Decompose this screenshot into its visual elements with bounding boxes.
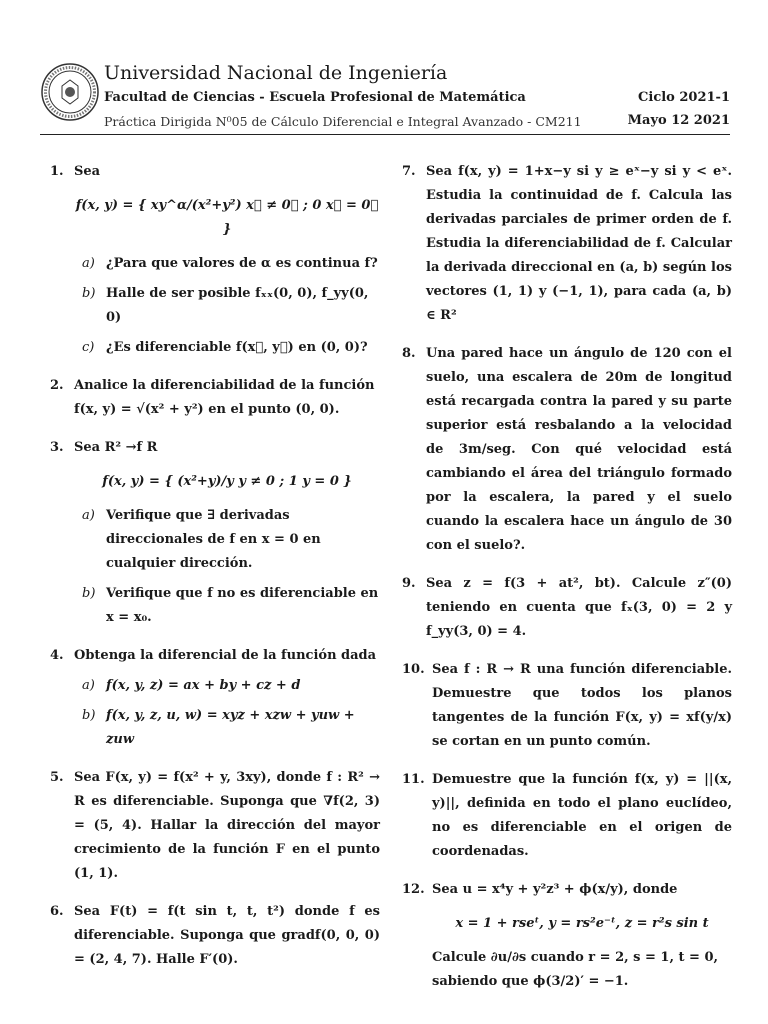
- problem-11: [402, 768, 732, 864]
- problem-text: Demuestre que la función f(x, y) = ||(x, y)||, definida en todo el plano euclídeo, no es diferenciable en el origen de coordenadas.: [432, 772, 732, 859]
- subitem-c: c) ¿Es diferenciable f(x⃗, y⃗) en (0, 0)?: [82, 340, 368, 355]
- problem-number: 11.: [402, 772, 425, 787]
- cycle-label: Ciclo 2021-1: [638, 90, 730, 105]
- substitution-equations: x = 1 + rseᵗ, y = rs²e⁻ᵗ, z = r²s sin t: [455, 916, 709, 931]
- problem-tail: Calcule ∂u/∂s cuando r = 2, s = 1, t = 0, sabiendo que ϕ(3/2)′ = −1.: [432, 950, 719, 989]
- problem-intro: Sea R² →f R: [74, 440, 158, 455]
- problem-text: Una pared hace un ángulo de 120 con el suelo, una escalera de 20m de longitud está recargada contra la pared y su parte superior está resbalando a la velocidad de 3m/seg. Con qué velocidad está cambiando el área del triángulo formado por la escalera, la pared y el suelo cuando la escalera hace un ángulo de 30 con el suelo?.: [426, 346, 732, 553]
- problem-number: 7.: [402, 164, 416, 179]
- subitem-a: a) ¿Para que valores de α es continua f?: [82, 256, 378, 271]
- problem-number: 2.: [50, 378, 64, 393]
- subitem-a: a) Verifique que ∃ derivadas direccionales de f en x = 0 en cualquier dirección.: [82, 508, 321, 571]
- left-column: [50, 160, 380, 986]
- problem-6: [50, 900, 380, 972]
- problem-text: Sea f(x, y) = 1+x−y si y ≥ eˣ−y si y < eˣ. Estudia la continuidad de f. Calcula las derivadas parciales de primer orden de f. Estudia la diferenciabilidad de f. Calcular la derivada direccional en (a, b) según los vectores (1, 1) y (−1, 1), para cada (a, b) ∈ R²: [426, 164, 732, 323]
- subitem-text: ¿Para que valores de α es continua f?: [106, 256, 378, 271]
- piecewise-function: f(x, y) = { xy^α/(x²+y²) x⃗ ≠ 0⃗ ; 0 x⃗ = 0⃗ }: [75, 198, 379, 237]
- problem-4: [50, 644, 380, 752]
- subitem-text: Verifique que ∃ derivadas direccionales de f en x = 0 en cualquier dirección.: [106, 508, 321, 571]
- problem-number: 3.: [50, 440, 64, 455]
- problem-8: [402, 342, 732, 558]
- problem-2: [50, 374, 380, 422]
- problem-number: 6.: [50, 904, 64, 919]
- subitem-text: f(x, y, z, u, w) = xyz + xzw + yuw + zuw: [106, 708, 355, 747]
- problem-number: 9.: [402, 576, 416, 591]
- problem-10: [402, 658, 732, 754]
- problem-number: 5.: [50, 770, 64, 785]
- problem-text: Sea f : R → R una función diferenciable. Demuestre que todos los planos tangentes de la función F(x, y) = xf(y/x) se cortan en un punto común.: [432, 662, 732, 749]
- problem-number: 4.: [50, 648, 64, 663]
- problem-text: Obtenga la diferencial de la función dada: [74, 648, 377, 663]
- problem-text: Sea F(t) = f(t sin t, t, t²) donde f es diferenciable. Suponga que gradf(0, 0, 0) = (2, 4, 7). Halle F′(0).: [74, 904, 380, 967]
- problem-text: Analice la diferenciabilidad de la función f(x, y) = √(x² + y²) en el punto (0, 0).: [74, 378, 375, 417]
- university-name: Universidad Nacional de Ingeniería: [104, 62, 448, 84]
- subitem-text: Halle de ser posible fₓₓ(0, 0), f_yy(0, 0): [106, 286, 369, 325]
- subitem-text: Verifique que f no es diferenciable en x = x₀.: [106, 586, 379, 625]
- header-divider: [40, 134, 730, 135]
- problem-number: 10.: [402, 662, 425, 677]
- subitem-b: b) f(x, y, z, u, w) = xyz + xzw + yuw + zuw: [82, 708, 355, 747]
- piecewise-function: f(x, y) = { (x²+y)/y y ≠ 0 ; 1 y = 0 }: [102, 474, 352, 489]
- problem-5: [50, 766, 380, 886]
- date-label: Mayo 12 2021: [627, 113, 730, 128]
- problem-1: [50, 160, 380, 360]
- university-seal-icon: [40, 62, 100, 122]
- problem-number: 1.: [50, 164, 64, 179]
- problem-7: [402, 160, 732, 328]
- problem-text: Sea z = f(3 + at², bt). Calcule z″(0) teniendo en cuenta que fₓ(3, 0) = 2 y f_yy(3, 0) = 4.: [426, 576, 732, 639]
- problem-number: 12.: [402, 882, 425, 897]
- problem-12: [402, 878, 732, 994]
- problem-intro: Sea u = x⁴y + y²z³ + ϕ(x/y), donde: [432, 882, 678, 897]
- problem-number: 8.: [402, 346, 416, 361]
- subitem-a: a) f(x, y, z) = ax + by + cz + d: [82, 678, 301, 693]
- problem-text: Sea F(x, y) = f(x² + y, 3xy), donde f : R² → R es diferenciable. Suponga que ∇f(2, 3) = (5, 4). Hallar la dirección del mayor crecimiento de la función F en el punto (1, 1).: [74, 770, 380, 881]
- problem-3: [50, 436, 380, 630]
- subitem-text: f(x, y, z) = ax + by + cz + d: [106, 678, 301, 693]
- subitem-b: b) Verifique que f no es diferenciable en x = x₀.: [82, 586, 379, 625]
- right-column: [402, 160, 732, 1008]
- subitem-text: ¿Es diferenciable f(x⃗, y⃗) en (0, 0)?: [106, 340, 368, 355]
- faculty-name: Facultad de Ciencias - Escuela Profesional de Matemática: [104, 90, 526, 105]
- practice-title: Práctica Dirigida N⁰05 de Cálculo Diferencial e Integral Avanzado - CM211: [104, 114, 582, 129]
- subitem-b: b) Halle de ser posible fₓₓ(0, 0), f_yy(0, 0): [82, 286, 369, 325]
- problem-9: [402, 572, 732, 644]
- problem-intro: Sea: [74, 164, 101, 179]
- document-header: [40, 62, 730, 137]
